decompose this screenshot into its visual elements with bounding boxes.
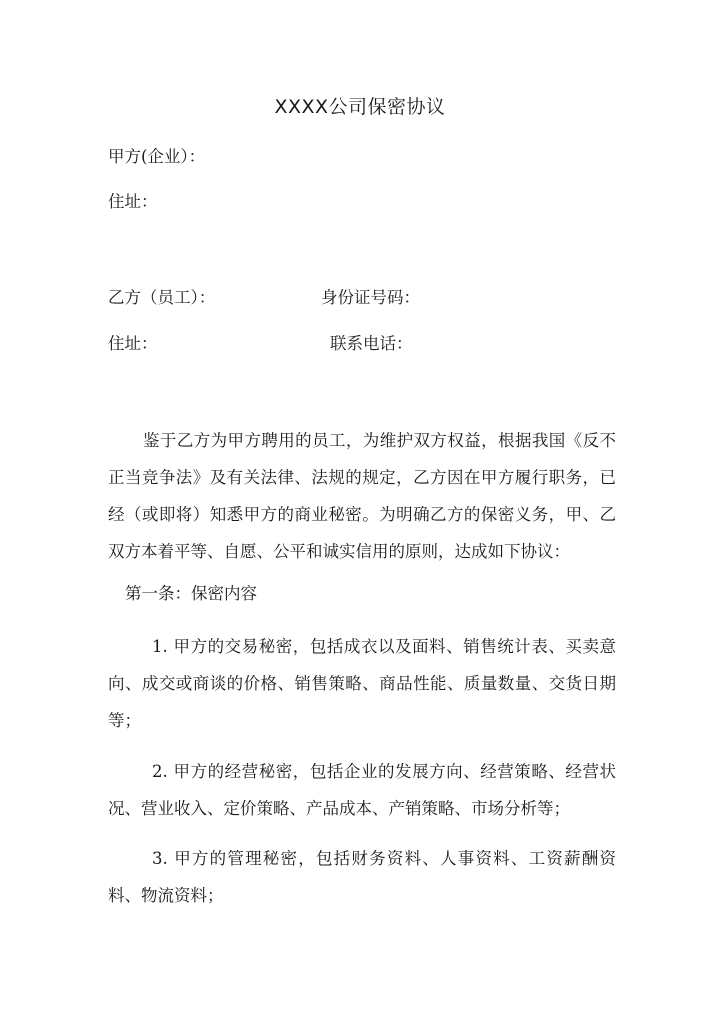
article-1-item-2: 2. 甲方的经营秘密，包括企业的发展方向、经营策略、经营状况、营业收入、定价策略、产品成本、产销策略、市场分析等； (108, 762, 616, 818)
party-a-address-label: 住址： (108, 192, 158, 211)
document-title: XXXX公司保密协议 (274, 96, 446, 118)
party-a-label: 甲方(企业）： (108, 147, 206, 166)
article-1-item-1: 1. 甲方的交易秘密，包括成衣以及面料、销售统计表、买卖意向、成交或商谈的价格、销售策略、商品性能、质量数量、交货日期等； (108, 637, 616, 730)
intro-paragraph: 鉴于乙方为甲方聘用的员工，为维护双方权益，根据我国《反不正当竞争法》及有关法律、法规的规定，乙方因在甲方履行职务，已经（或即将）知悉甲方的商业秘密。为明确乙方的保密义务，甲、乙双方本着平等、自愿、公平和诚实信用的原则，达成如下协议： (108, 431, 616, 561)
party-b-label: 乙方（员工）： (108, 288, 216, 307)
article-1-heading: 第一条：保密内容 (125, 584, 257, 603)
party-b-phone-label: 联系电话： (330, 334, 413, 353)
party-b-address-label: 住址： (108, 334, 158, 353)
party-b-id-label: 身份证号码： (321, 288, 420, 307)
article-1-item-3: 3. 甲方的管理秘密，包括财务资料、人事资料、工资薪酬资料、物流资料； (108, 849, 616, 905)
